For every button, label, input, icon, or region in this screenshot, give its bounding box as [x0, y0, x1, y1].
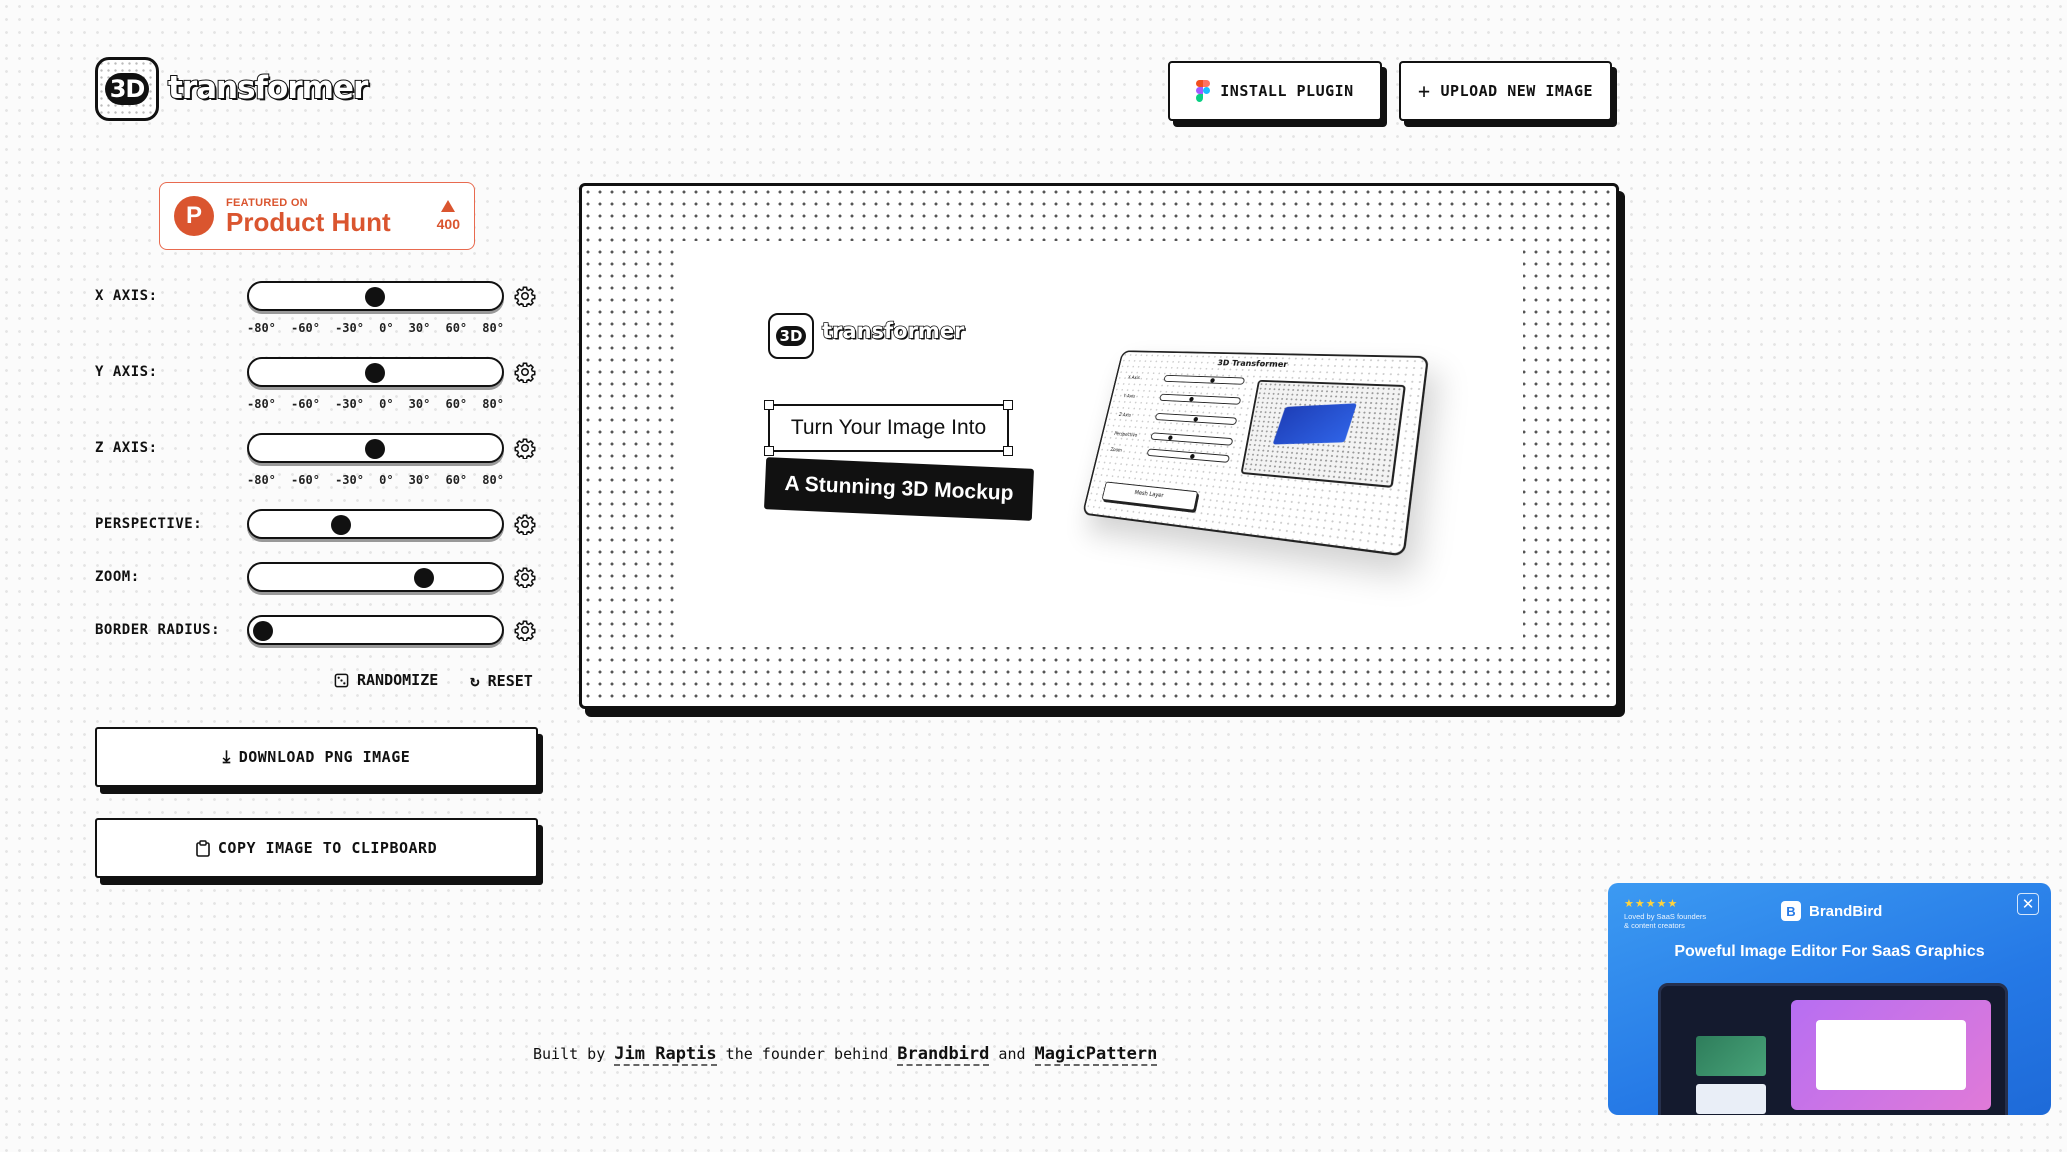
dice-icon [334, 673, 349, 688]
download-icon: ⤓ [222, 747, 231, 767]
footer-middle-text: the founder behind [725, 1045, 889, 1063]
mockup-title: 3D Transformer [1216, 359, 1289, 370]
footer-and: and [998, 1045, 1026, 1063]
slider-knob[interactable] [331, 515, 351, 535]
reset-icon: ↻ [470, 671, 480, 690]
slider-label: BORDER RADIUS: [95, 622, 221, 638]
gear-icon[interactable] [514, 566, 536, 588]
preview-logo-wordmark: transformer [822, 319, 965, 343]
ad-brand [1781, 901, 1882, 921]
mockup-screenshot [1240, 380, 1405, 488]
slider-tick-label: 0° [379, 321, 394, 335]
footer-built-by: Built by [533, 1045, 606, 1063]
slider-label: Z AXIS: [95, 440, 158, 456]
slider-track[interactable] [247, 509, 504, 539]
slider-knob[interactable] [365, 287, 385, 307]
preview-headline-2-text: A Stunning 3D Mockup [784, 472, 1014, 505]
slider-tick-label: 80° [482, 473, 504, 487]
copy-clipboard-label: COPY IMAGE TO CLIPBOARD [217, 839, 438, 857]
ad-brand-name: BrandBird [1809, 902, 1883, 920]
upvote-triangle-icon [441, 200, 455, 212]
slider-tick-label: 0° [379, 397, 394, 411]
ad-loved-by [1624, 912, 1706, 930]
slider-tick-label: 30° [408, 321, 431, 335]
gear-icon[interactable] [514, 361, 536, 383]
slider-knob[interactable] [253, 621, 273, 641]
slider-tick-label: 80° [482, 321, 504, 335]
preview-logo-badge-text: 3D [776, 326, 807, 346]
slider-knob[interactable] [365, 439, 385, 459]
brandbird-ad[interactable] [1608, 883, 2051, 1115]
randomize-button[interactable] [334, 671, 438, 689]
slider-tick-label: -80° [247, 473, 276, 487]
slider-ticks [247, 321, 504, 335]
slider-label: X AXIS: [95, 288, 158, 304]
slider-ticks [247, 397, 504, 411]
footer-credits [533, 1044, 1157, 1064]
gear-icon[interactable] [514, 619, 536, 641]
download-png-button[interactable] [95, 727, 538, 787]
ad-headline: Poweful Image Editor For SaaS Graphics [1674, 943, 1985, 960]
logo-badge[interactable] [95, 57, 159, 121]
upload-image-button[interactable] [1399, 61, 1612, 121]
slider-label: Y AXIS: [95, 364, 158, 380]
reset-button[interactable] [470, 671, 533, 690]
slider-track[interactable] [247, 433, 504, 463]
copy-clipboard-button[interactable] [95, 818, 538, 878]
slider-tick-label: 60° [445, 321, 468, 335]
reset-label: RESET [487, 671, 533, 690]
logo-wordmark: transformer [168, 70, 368, 106]
mockup-label: Zoom [1109, 447, 1123, 454]
gear-icon[interactable] [514, 437, 536, 459]
ph-featured-on: FEATURED ON [226, 197, 308, 209]
preview-canvas[interactable] [579, 183, 1619, 709]
mockup-label: Y Axis [1122, 393, 1136, 400]
slider-knob[interactable] [414, 568, 434, 588]
upload-image-label: UPLOAD NEW IMAGE [1440, 82, 1594, 100]
footer-magicpattern-link[interactable]: MagicPattern [1034, 1044, 1158, 1064]
download-png-label: DOWNLOAD PNG IMAGE [238, 748, 411, 766]
mockup-button: Mesh Layer [1102, 482, 1199, 511]
slider-tick-label: 80° [482, 397, 504, 411]
ph-name: Product Hunt [226, 207, 391, 237]
mockup-label: Perspective [1113, 431, 1138, 439]
slider-track[interactable] [247, 615, 504, 645]
preview-logo-badge [768, 313, 814, 359]
slider-tick-label: -60° [291, 397, 320, 411]
plus-icon: + [1417, 79, 1431, 103]
install-plugin-button[interactable] [1168, 61, 1382, 121]
slider-tick-label: -80° [247, 397, 276, 411]
mockup-label: Z Axis [1118, 412, 1132, 419]
ad-loved-by-line-2: & content creators [1624, 921, 1685, 930]
product-hunt-badge[interactable] [159, 182, 475, 250]
slider-track[interactable] [247, 562, 504, 592]
slider-tick-label: 30° [408, 473, 431, 487]
slider-tick-label: 60° [445, 397, 468, 411]
slider-label: PERSPECTIVE: [95, 516, 203, 532]
slider-knob[interactable] [365, 363, 385, 383]
gear-icon[interactable] [514, 285, 536, 307]
slider-tick-label: -30° [335, 397, 364, 411]
mockup-label: X Axis [1127, 375, 1141, 381]
gear-icon[interactable] [514, 513, 536, 535]
slider-tick-label: -30° [335, 473, 364, 487]
preview-headline-1-text: Turn Your Image Into [790, 416, 987, 439]
footer-author-link[interactable]: Jim Raptis [614, 1044, 717, 1064]
randomize-label: RANDOMIZE [357, 671, 439, 689]
preview-headline-1 [768, 404, 1009, 452]
slider-tick-label: 30° [408, 397, 431, 411]
slider-label: ZOOM: [95, 569, 140, 585]
rating-stars-icon: ★★★★★ [1624, 898, 1679, 910]
clipboard-icon [196, 840, 210, 857]
ad-loved-by-line-1: Loved by SaaS founders [1624, 912, 1707, 921]
brandbird-logo-icon: B [1781, 901, 1801, 921]
footer-brandbird-link[interactable]: Brandbird [897, 1044, 990, 1064]
slider-tick-label: 60° [445, 473, 468, 487]
slider-tick-label: 0° [379, 473, 394, 487]
slider-tick-label: -80° [247, 321, 276, 335]
ad-app-screenshot [1658, 983, 2008, 1115]
product-hunt-icon: P [174, 196, 214, 236]
slider-tick-label: -30° [335, 321, 364, 335]
install-plugin-label: INSTALL PLUGIN [1220, 82, 1354, 100]
close-icon[interactable]: ✕ [2017, 893, 2039, 915]
slider-ticks [247, 473, 504, 487]
logo-badge-text: 3D [105, 73, 150, 105]
slider-tick-label: -60° [291, 473, 320, 487]
figma-icon [1196, 80, 1210, 102]
slider-track[interactable] [247, 357, 504, 387]
ph-votes: 400 [436, 216, 460, 232]
slider-tick-label: -60° [291, 321, 320, 335]
slider-track[interactable] [247, 281, 504, 311]
